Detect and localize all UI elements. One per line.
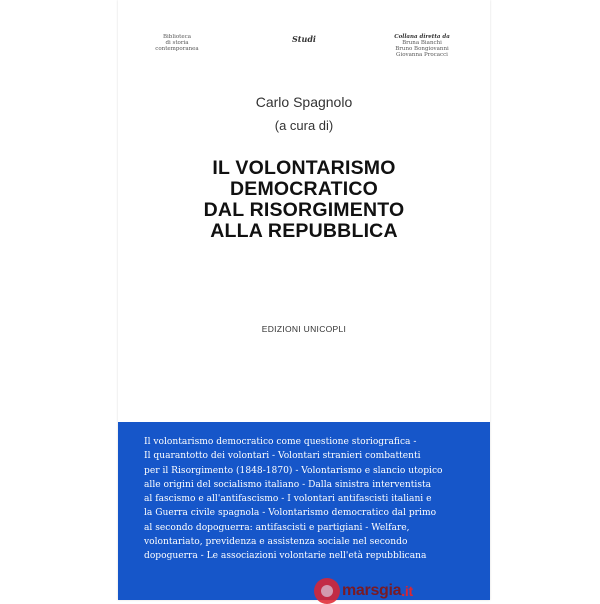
editor-note: (a cura di) <box>274 118 334 133</box>
blurb-line: dopoguerra - Le associazioni volontarie nell'età repubblicana <box>144 551 427 562</box>
title-line: ALLA REPUBBLICA <box>210 220 398 242</box>
publisher-name: EDIZIONI UNICOPLI <box>261 324 347 334</box>
blurb-line: la Guerra civile spagnola - Volontarismo democratico dal primo <box>144 508 437 519</box>
series-name-center: Studi <box>292 34 316 44</box>
title-line: IL VOLONTARISMO <box>212 157 396 179</box>
blurb-line: volontariato, previdenza e assistenza sociale nel secondo <box>144 537 408 548</box>
blurb-panel <box>118 422 490 600</box>
watermark-logo <box>314 578 413 604</box>
watermark-suffix: .it <box>401 583 413 599</box>
watermark-text: marsgia <box>342 582 402 599</box>
watermark-circle-icon <box>314 578 340 604</box>
series-left-line: contemporanea <box>155 46 199 52</box>
series-left-line: Biblioteca <box>163 34 191 40</box>
book-author: Carlo Spagnolo <box>255 94 353 110</box>
blurb-line: per il Risorgimento (1848-1870) - Volontarismo e slancio utopico <box>144 465 443 476</box>
blurb-line: Il volontarismo democratico come questione storiografica - <box>144 437 417 447</box>
blurb-line: alle origini del socialismo italiano - Dalla sinistra interventista <box>144 479 432 490</box>
blurb-line: Il quarantotto dei volontari - Volontari stranieri combattenti <box>144 451 421 462</box>
blurb-line: al secondo dopoguerra: antifascisti e partigiani - Welfare, <box>144 522 410 533</box>
series-editor-name: Bruno Bongiovanni <box>395 46 449 52</box>
series-editors-heading: Collana diretta da <box>394 34 450 40</box>
book-cover <box>118 0 490 600</box>
title-line: DEMOCRATICO <box>229 178 379 200</box>
series-editor-name: Bruna Bianchi <box>402 40 442 46</box>
series-editor-name: Giovanna Procacci <box>396 52 448 58</box>
book-title <box>118 158 490 242</box>
title-line: DAL RISORGIMENTO <box>203 199 405 221</box>
series-left-line: di storia <box>165 40 189 46</box>
series-editors <box>390 34 454 58</box>
blurb-line: al fascismo e all'antifascismo - I volontari antifascisti italiani e <box>144 494 432 505</box>
blurb-text <box>144 435 466 564</box>
